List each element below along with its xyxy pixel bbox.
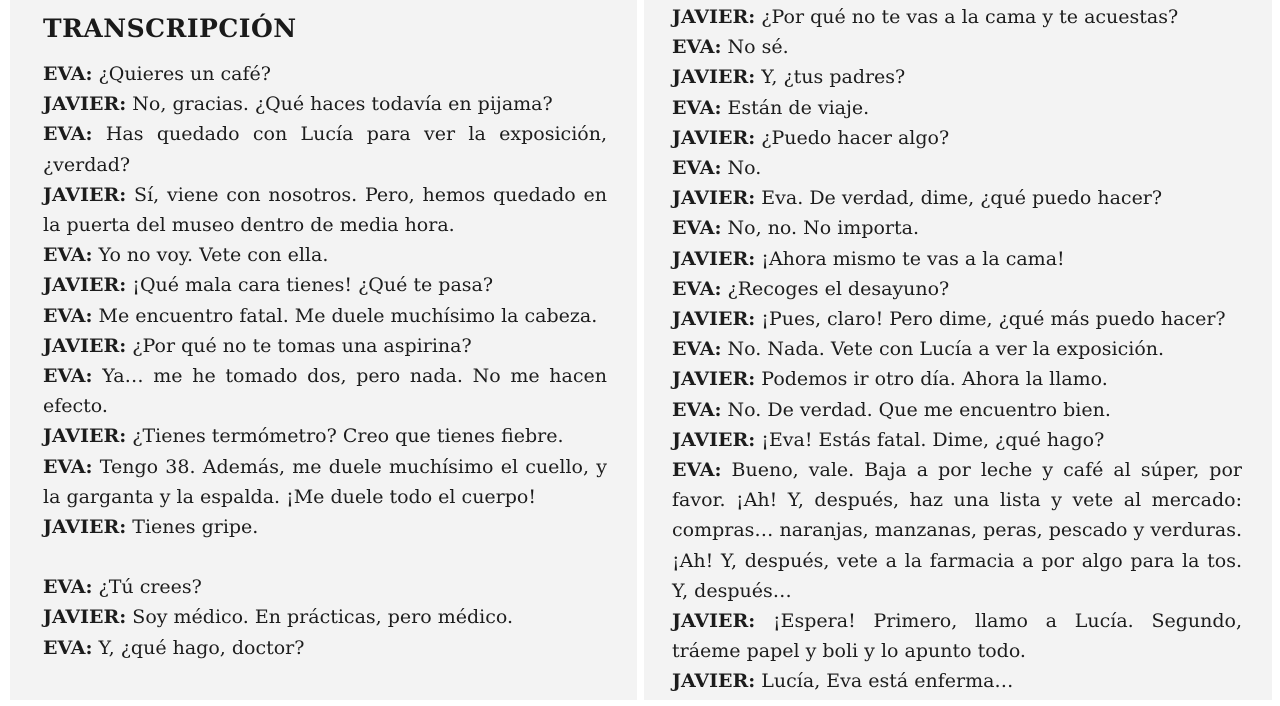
speaker-label: JAVIER: bbox=[43, 516, 127, 539]
dialogue-text: ¡Eva! Estás fatal. Dime, ¿qué hago? bbox=[755, 428, 1105, 451]
dialogue-text: Bueno, vale. Baja a por leche y café al súper, por favor. ¡Ah! Y, después, haz una lista y vete al mercado: compras… naranjas, manzanas, peras, pescado y verduras. ¡Ah! Y, después, vete a la farmacia a por algo para la tos. Y, después… bbox=[672, 459, 1242, 602]
speaker-label: EVA: bbox=[43, 455, 93, 478]
speaker-label: JAVIER: bbox=[672, 368, 756, 391]
dialogue-text: Yo no voy. Vete con ella. bbox=[92, 244, 329, 267]
speaker-label: JAVIER: bbox=[43, 334, 127, 357]
speaker-label: EVA: bbox=[43, 123, 93, 146]
dialogue-text: No. De verdad. Que me encuentro bien. bbox=[721, 398, 1111, 421]
dialogue-text: Podemos ir otro día. Ahora la llamo. bbox=[755, 368, 1108, 391]
paragraph-gap bbox=[43, 542, 607, 572]
speaker-label: EVA: bbox=[672, 36, 722, 59]
dialogue-line bbox=[672, 213, 1242, 243]
speaker-label: EVA: bbox=[43, 63, 93, 85]
dialogue-line bbox=[672, 93, 1242, 123]
speaker-label: EVA: bbox=[672, 338, 722, 361]
dialogue-line bbox=[672, 395, 1242, 425]
dialogue-line bbox=[43, 572, 607, 602]
dialogue-line bbox=[43, 633, 607, 663]
speaker-label: JAVIER: bbox=[672, 126, 756, 149]
dialogue-line bbox=[43, 301, 607, 331]
speaker-label: JAVIER: bbox=[672, 66, 756, 89]
dialogue-text: Y, ¿qué hago, doctor? bbox=[92, 636, 305, 659]
dialogue-text: Lucía, Eva está enferma… bbox=[755, 670, 1014, 693]
dialogue-line bbox=[672, 123, 1242, 153]
speaker-label: JAVIER: bbox=[43, 183, 127, 206]
speaker-label: JAVIER: bbox=[672, 247, 756, 270]
dialogue-text: ¡Pues, claro! Pero dime, ¿qué más puedo hacer? bbox=[755, 308, 1226, 331]
dialogue-line bbox=[43, 361, 607, 421]
dialogue-line bbox=[672, 364, 1242, 394]
speaker-label: JAVIER: bbox=[43, 274, 127, 297]
dialogue-line bbox=[672, 304, 1242, 334]
speaker-label: JAVIER: bbox=[672, 670, 756, 693]
dialogue-text: ¿Por qué no te tomas una aspirina? bbox=[126, 334, 472, 357]
speaker-label: JAVIER: bbox=[672, 428, 756, 451]
dialogue-text: No sé. bbox=[721, 36, 789, 59]
dialogue-text: Tengo 38. Además, me duele muchísimo el cuello, y la garganta y la espalda. ¡Me duele todo el cuerpo! bbox=[43, 455, 607, 508]
dialogue-line bbox=[43, 452, 607, 512]
transcript-title: TRANSCRIPCIÓN bbox=[43, 14, 297, 43]
dialogue-line bbox=[672, 274, 1242, 304]
speaker-label: EVA: bbox=[672, 277, 722, 300]
dialogue-line bbox=[43, 331, 607, 361]
dialogue-line bbox=[672, 2, 1242, 32]
dialogue-text: No, no. No importa. bbox=[721, 217, 920, 240]
dialogue-text: ¿Tú crees? bbox=[92, 576, 202, 599]
dialogue-line bbox=[43, 59, 607, 89]
dialogue-line bbox=[672, 334, 1242, 364]
dialogue-line bbox=[672, 666, 1242, 696]
speaker-label: EVA: bbox=[672, 157, 722, 180]
dialogue-line bbox=[672, 153, 1242, 183]
speaker-label: JAVIER: bbox=[43, 425, 127, 448]
speaker-label: JAVIER: bbox=[43, 606, 127, 629]
dialogue-text: Y, ¿tus padres? bbox=[755, 66, 906, 89]
dialogue-text: ¿Puedo hacer algo? bbox=[755, 126, 950, 149]
transcript-left-column bbox=[10, 0, 637, 700]
dialogue-text: Eva. De verdad, dime, ¿qué puedo hacer? bbox=[755, 187, 1163, 210]
transcript-right-column bbox=[644, 0, 1272, 700]
dialogue-text: Me encuentro fatal. Me duele muchísimo la cabeza. bbox=[92, 304, 598, 327]
dialogue-text: ¿Tienes termómetro? Creo que tienes fiebre. bbox=[126, 425, 564, 448]
dialogue-line bbox=[43, 512, 607, 542]
dialogue-text: ¿Por qué no te vas a la cama y te acuestas? bbox=[755, 6, 1179, 28]
dialogue-text: Tienes gripe. bbox=[126, 516, 259, 539]
dialogue-line bbox=[672, 606, 1242, 666]
dialogue-text: No. Nada. Vete con Lucía a ver la exposición. bbox=[721, 338, 1165, 361]
speaker-label: EVA: bbox=[672, 217, 722, 240]
dialogue-line bbox=[43, 602, 607, 632]
dialogue-text: No, gracias. ¿Qué haces todavía en pijama? bbox=[126, 93, 553, 116]
dialogue-text: Has quedado con Lucía para ver la exposición, ¿verdad? bbox=[43, 123, 607, 176]
dialogue-line bbox=[672, 32, 1242, 62]
speaker-label: EVA: bbox=[43, 365, 93, 388]
speaker-label: EVA: bbox=[672, 96, 722, 119]
speaker-label: JAVIER: bbox=[43, 93, 127, 116]
speaker-label: EVA: bbox=[43, 244, 93, 267]
dialogue-text: Están de viaje. bbox=[721, 96, 870, 119]
dialogue-text: No. bbox=[721, 157, 762, 180]
dialogue-text: ¡Espera! Primero, llamo a Lucía. Segundo, tráeme papel y boli y lo apunto todo. bbox=[672, 610, 1242, 663]
dialogue-line bbox=[43, 421, 607, 451]
dialogue-text: ¿Recoges el desayuno? bbox=[721, 277, 950, 300]
speaker-label: JAVIER: bbox=[672, 610, 756, 633]
dialogue-text: ¡Qué mala cara tienes! ¿Qué te pasa? bbox=[126, 274, 494, 297]
speaker-label: JAVIER: bbox=[672, 308, 756, 331]
dialogue-line bbox=[43, 119, 607, 179]
dialogue-line bbox=[672, 244, 1242, 274]
speaker-label: EVA: bbox=[43, 576, 93, 599]
dialogue-text: ¡Ahora mismo te vas a la cama! bbox=[755, 247, 1065, 270]
dialogue-line bbox=[672, 455, 1242, 606]
dialogue-text: ¿Quieres un café? bbox=[92, 63, 271, 85]
dialogue-line bbox=[672, 183, 1242, 213]
dialogue-text: Soy médico. En prácticas, pero médico. bbox=[126, 606, 513, 629]
speaker-label: EVA: bbox=[672, 398, 722, 421]
speaker-label: JAVIER: bbox=[672, 187, 756, 210]
speaker-label: EVA: bbox=[43, 636, 93, 659]
dialogue-line bbox=[672, 62, 1242, 92]
dialogue-line bbox=[43, 270, 607, 300]
dialogue-line bbox=[43, 89, 607, 119]
speaker-label: EVA: bbox=[672, 459, 722, 482]
dialogue-text: Ya… me he tomado dos, pero nada. No me hacen efecto. bbox=[43, 365, 607, 418]
speaker-label: JAVIER: bbox=[672, 6, 756, 28]
dialogue-line bbox=[43, 180, 607, 240]
speaker-label: EVA: bbox=[43, 304, 93, 327]
dialogue-text: Sí, viene con nosotros. Pero, hemos quedado en la puerta del museo dentro de media hora. bbox=[43, 183, 607, 237]
dialogue-line bbox=[43, 240, 607, 270]
dialogue-line bbox=[672, 425, 1242, 455]
